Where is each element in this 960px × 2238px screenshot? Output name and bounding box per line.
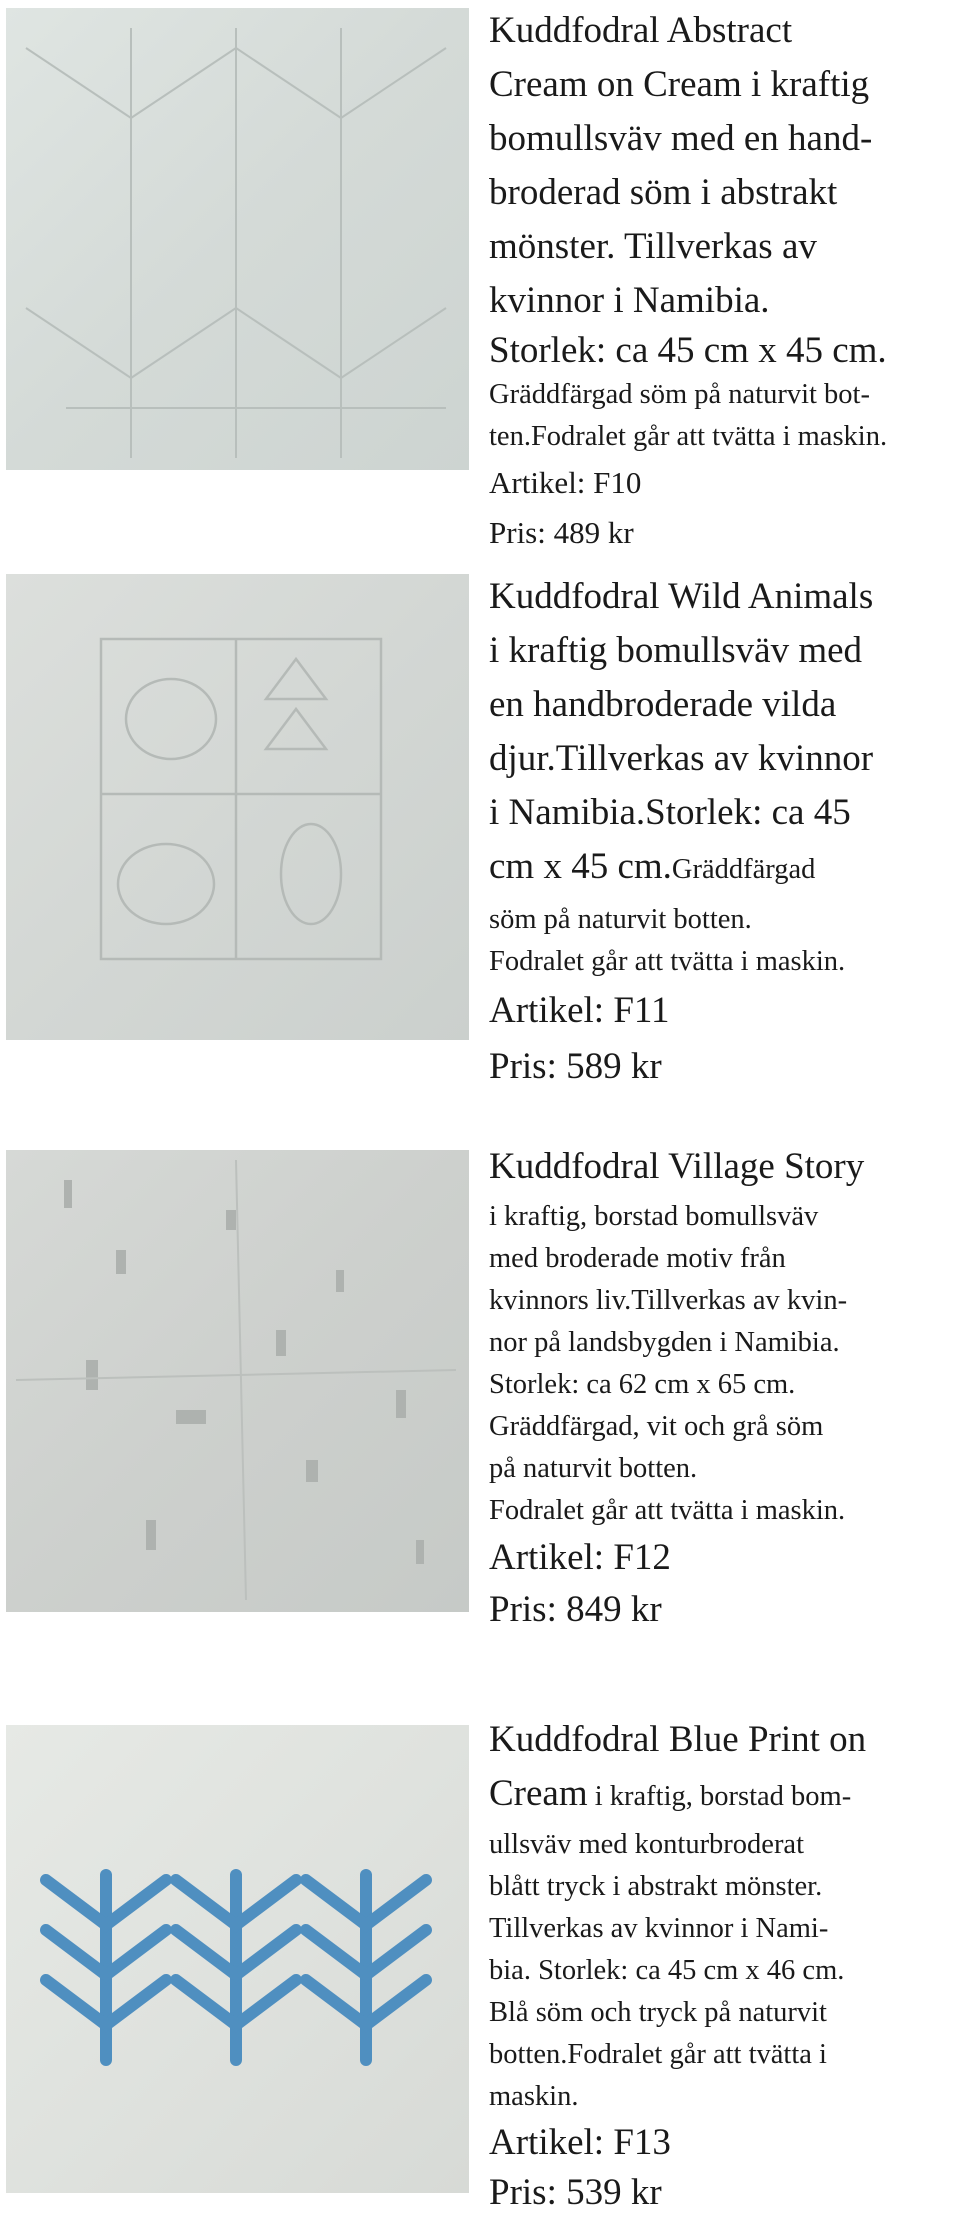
cushion-image [6,1725,469,2193]
detail-line: Gräddfärgad, vit och grå söm [489,1411,824,1442]
product-description [489,570,955,1095]
size-line [489,840,955,899]
title-text: Cream [489,1773,588,1814]
product-description [489,1713,955,2218]
detail-line: Fodralet går att tvätta i maskin. [489,1495,846,1526]
detail-line: Gräddfärgad söm på naturvit bot- [489,379,870,410]
cushion-photo-blue-print [6,1725,469,2193]
title-line: bomullsväv med en hand- [489,118,873,159]
product-description [489,4,955,558]
detail-line: med broderade motiv från [489,1243,786,1274]
article-number: Artikel: F10 [489,465,642,500]
detail-line: botten.Fodralet går att tvätta i [489,2039,827,2070]
cushion-photo-abstract [6,8,469,470]
product-card [0,0,960,560]
title-line: Kuddfodral Wild Animals [489,576,874,617]
title-line: Storlek: ca 45 cm x 45 cm. [489,330,887,371]
title-line: Kuddfodral Blue Print on [489,1719,867,1760]
title-line: djur.Tillverkas av kvinnor [489,738,874,779]
detail-line: i kraftig, borstad bomullsväv [489,1201,819,1232]
title-line: Cream on Cream i kraftig [489,64,870,105]
title-line: broderad söm i abstrakt [489,172,838,213]
title-line: i Namibia.Storlek: ca 45 [489,792,851,833]
article-number: Artikel: F11 [489,990,670,1031]
title-line: Kuddfodral Village Story [489,1146,865,1187]
detail-line: på naturvit botten. [489,1453,698,1484]
product-card [0,1140,960,1700]
size-text: cm x 45 cm. [489,846,672,887]
cushion-image [6,1150,469,1612]
product-description [489,1138,955,1636]
detail-line: nor på landsbygden i Namibia. [489,1327,840,1358]
price: Pris: 589 kr [489,1046,662,1087]
detail-line: ten.Fodralet går att tvätta i maskin. [489,421,888,452]
detail-line: Tillverkas av kvinnor i Nami- [489,1913,829,1944]
detail-line: Fodralet går att tvätta i maskin. [489,946,846,977]
article-number: Artikel: F13 [489,2122,671,2163]
mixed-line [489,1767,955,1824]
cushion-photo-wild-animals [6,574,469,1040]
title-line: Kuddfodral Abstract [489,10,793,51]
detail-text: Gräddfärgad [671,854,816,885]
article-number: Artikel: F12 [489,1537,671,1578]
product-card [0,1715,960,2238]
price: Pris: 539 kr [489,2172,662,2213]
detail-line: blått tryck i abstrakt mönster. [489,1871,823,1902]
detail-line: bia. Storlek: ca 45 cm x 46 cm. [489,1955,845,1986]
detail-line: ullsväv med konturbroderat [489,1829,805,1860]
detail-line: kvinnors liv.Tillverkas av kvin- [489,1285,848,1316]
title-line: kvinnor i Namibia. [489,280,770,321]
detail-line: maskin. [489,2081,579,2112]
cushion-image [6,574,469,1040]
title-line: mönster. Tillverkas av [489,226,817,267]
price: Pris: 849 kr [489,1589,662,1630]
detail-line: Blå söm och tryck på naturvit [489,1997,827,2028]
product-card [0,570,960,1130]
price: Pris: 489 kr [489,515,634,550]
detail-line: söm på naturvit botten. [489,904,752,935]
cushion-photo-village-story [6,1150,469,1612]
detail-line: Storlek: ca 62 cm x 65 cm. [489,1369,796,1400]
title-line: i kraftig bomullsväv med [489,630,863,671]
cushion-image [6,8,469,470]
detail-text: i kraftig, borstad bom- [587,1781,852,1812]
title-line: en handbroderade vilda [489,684,837,725]
